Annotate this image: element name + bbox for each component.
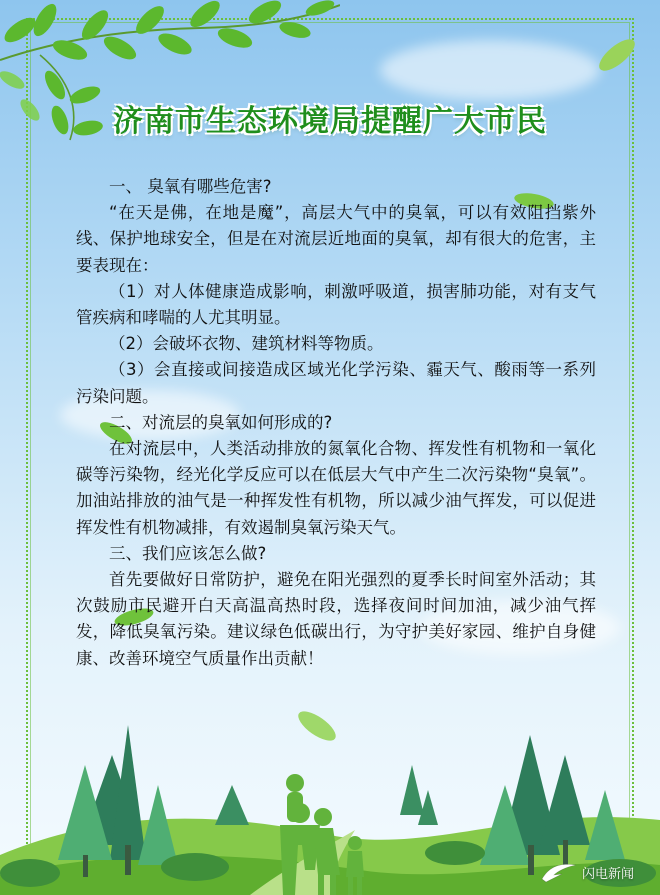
notice-body — [76, 174, 596, 672]
list-item: （1）对人体健康造成影响，刺激呼吸道，损害肺功能，对有支气管疾病和哮喘的人尤其明显。 — [76, 281, 596, 328]
list-item: （2）会破坏衣物、建筑材料等物质。 — [109, 334, 384, 354]
section-heading: 一、 臭氧有哪些危害? — [109, 177, 272, 196]
leaf-decoration — [592, 30, 642, 80]
poster-title: 济南市生态环境局提醒广大市民 — [113, 104, 547, 139]
section-heading: 二、对流层的臭氧如何形成的? — [109, 412, 333, 432]
section-paragraph: 首先要做好日常防护，避免在阳光强烈的夏季长时间室外活动；其次鼓励市民避开白天高温高热时段，选择夜间时间加油，减少油气挥发，降低臭氧污染。建议绿色低碳出行，为守护美好家园、维护自身健康、改善环境空气质量作出贡献！ — [76, 570, 596, 668]
section-heading: 三、我们应该怎么做? — [109, 543, 267, 563]
watermark-text: 闪电新闻 — [581, 866, 634, 882]
watermark — [540, 861, 634, 883]
list-item: （3）会直接或间接造成区域光化学污染、霾天气、酸雨等一系列污染问题。 — [76, 360, 596, 406]
section-paragraph: 在对流层中，人类活动排放的氮氧化合物、挥发性有机物和一氧化碳等污染物，经光化学反应可以在低层大气中产生二次污染物“臭氧”。加油站排放的油气是一种挥发性有机物，所以减少油气挥发，可以促进挥发性有机物减排，有效遏制臭氧污染天气。 — [76, 439, 596, 537]
section-paragraph: “在天是佛，在地是魔”，高层大气中的臭氧，可以有效阻挡紫外线、保护地球安全，但是在对流层近地面的臭氧，却有很大的危害，主要表现在： — [76, 203, 596, 275]
lightning-icon — [540, 861, 578, 883]
